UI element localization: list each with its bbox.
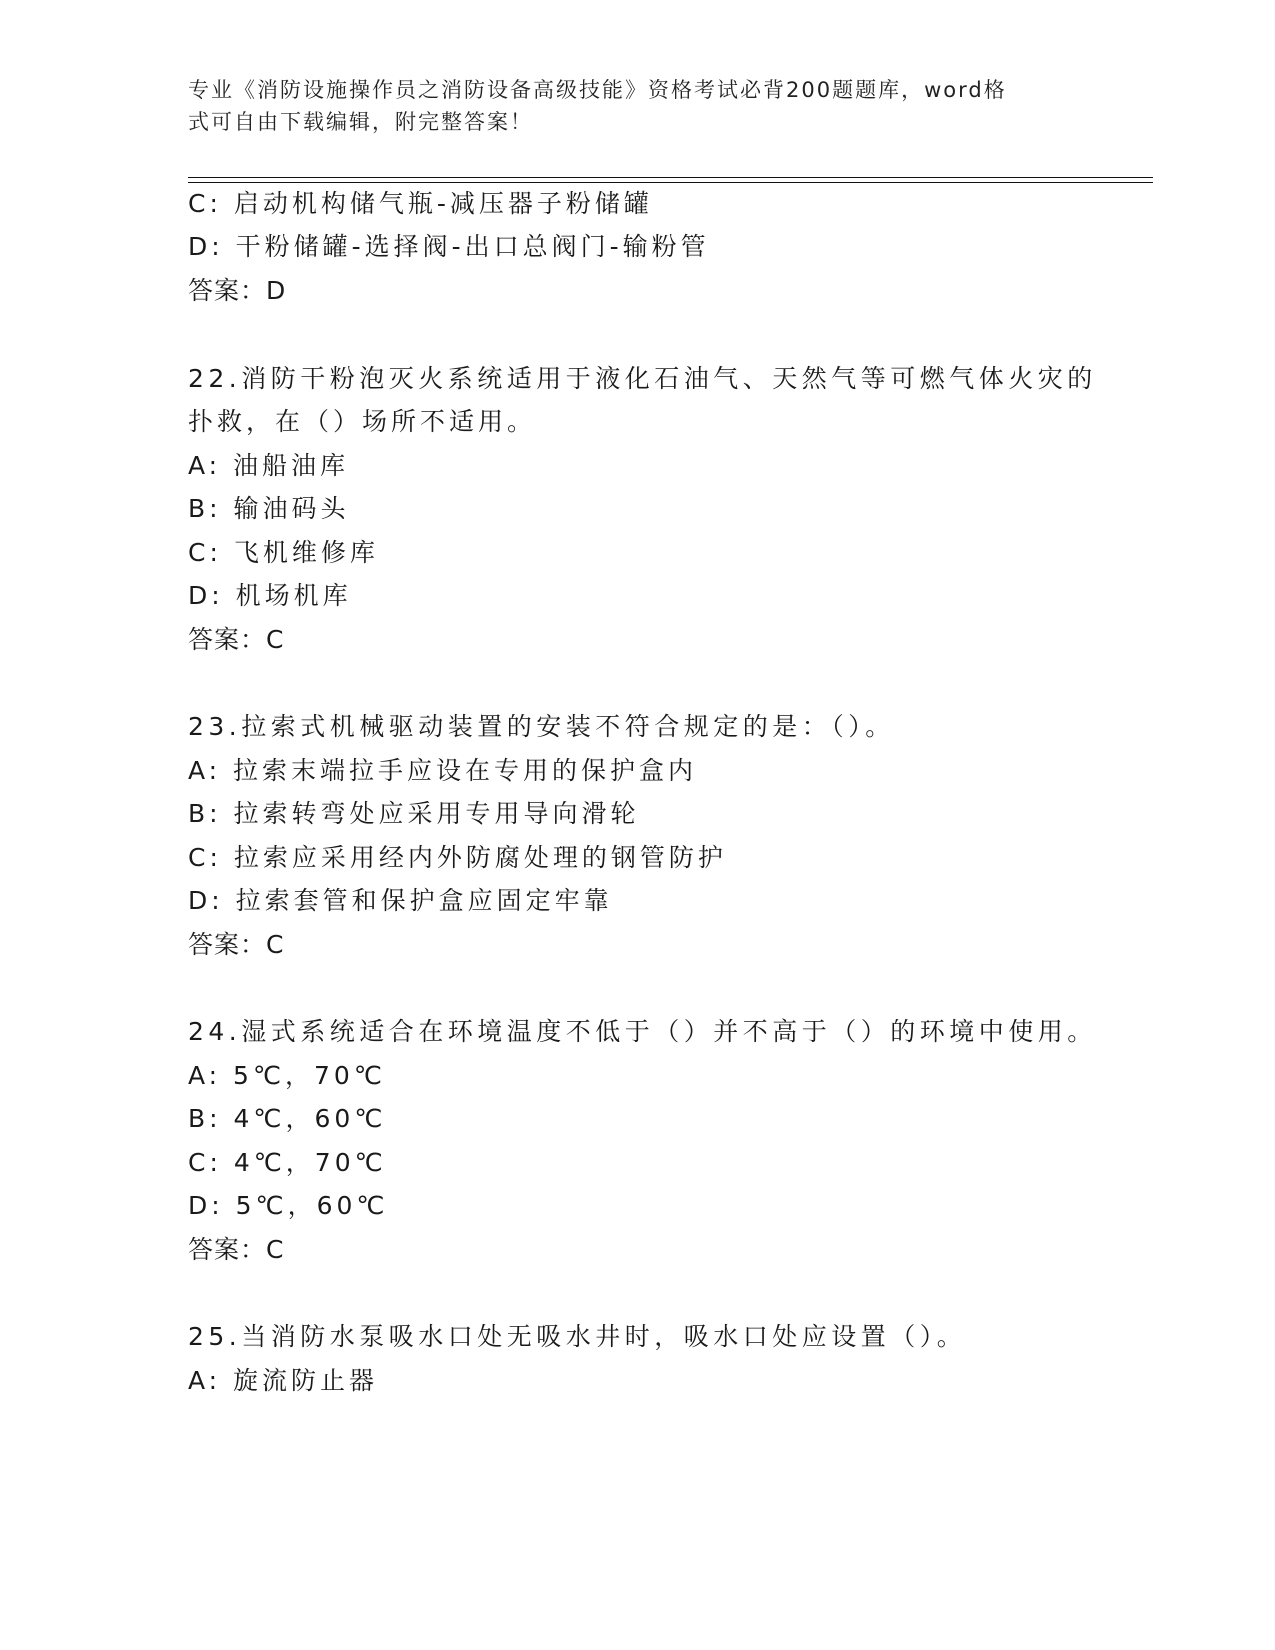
- q25-stem: 25.当消防水泵吸水口处无吸水井时，吸水口处应设置（）。: [188, 1322, 967, 1351]
- q22-option-c: C: 飞机维修库: [188, 538, 379, 567]
- q23-answer: 答案：C: [188, 930, 285, 959]
- q24-option-d: D: 5℃，60℃: [188, 1191, 389, 1220]
- q22-answer: 答案：C: [188, 625, 285, 654]
- q22-option-a: A: 油船油库: [188, 451, 350, 480]
- header-line-2: 式可自由下载编辑，附完整答案！: [188, 110, 533, 134]
- q22-option-b: B: 输油码头: [188, 494, 350, 523]
- header-divider-top: [188, 177, 1153, 178]
- q22-option-d: D: 机场机库: [188, 581, 352, 610]
- q23-option-b: B: 拉索转弯处应采用专用导向滑轮: [188, 799, 640, 828]
- q24-option-a: A: 5℃，70℃: [188, 1061, 386, 1090]
- q23-option-a: A: 拉索末端拉手应设在专用的保护盒内: [188, 756, 698, 785]
- q23-option-d: D: 拉索套管和保护盒应固定牢靠: [188, 886, 613, 915]
- q22-stem-line-2: 扑救，在（）场所不适用。: [188, 407, 537, 436]
- q24-option-c: C: 4℃，70℃: [188, 1148, 387, 1177]
- q21-answer: 答案：D: [188, 276, 287, 305]
- q21-option-d: D: 干粉储罐-选择阀-出口总阀门-输粉管: [188, 232, 710, 261]
- q24-option-b: B: 4℃，60℃: [188, 1104, 387, 1133]
- q25-option-a: A: 旋流防止器: [188, 1366, 379, 1395]
- header-line-1: 专业《消防设施操作员之消防设备高级技能》资格考试必背200题题库，word格: [188, 78, 1007, 102]
- q24-stem: 24.湿式系统适合在环境温度不低于（）并不高于（）的环境中使用。: [188, 1017, 1097, 1046]
- document-header: [188, 74, 1068, 138]
- q23-stem: 23.拉索式机械驱动装置的安装不符合规定的是：（）。: [188, 712, 895, 741]
- q23-option-c: C: 拉索应采用经内外防腐处理的钢管防护: [188, 843, 727, 872]
- header-divider-bottom: [188, 182, 1153, 183]
- q21-option-c: C: 启动机构储气瓶-减压器子粉储罐: [188, 189, 653, 218]
- q22-stem-line-1: 22.消防干粉泡灭火系统适用于液化石油气、天然气等可燃气体火灾的: [188, 364, 1097, 393]
- q24-answer: 答案：C: [188, 1235, 285, 1264]
